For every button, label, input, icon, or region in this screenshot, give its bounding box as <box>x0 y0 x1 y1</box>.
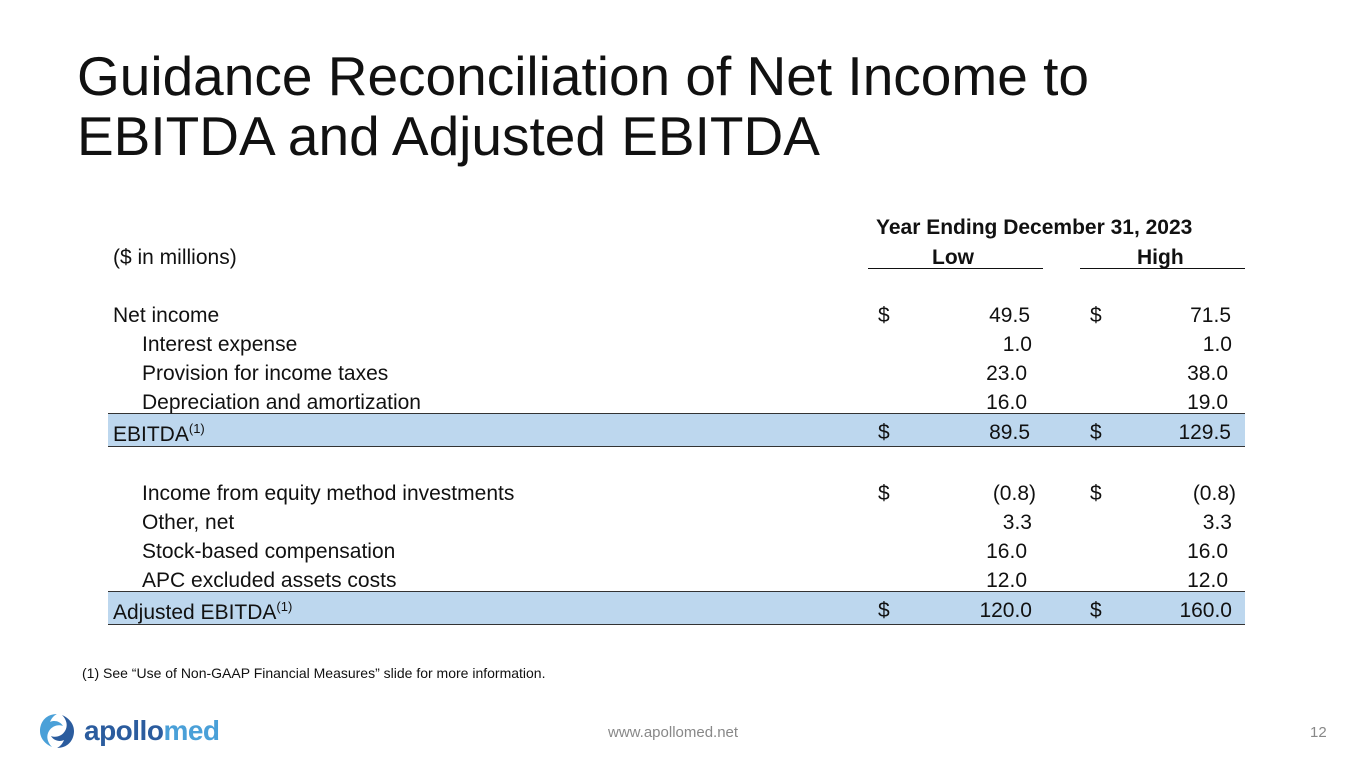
row-value-low: (0.8) <box>992 482 1036 505</box>
units-label: ($ in millions) <box>113 246 237 269</box>
row-value-high: 38.0 <box>1187 362 1228 385</box>
row-label-apc-excluded-assets-costs: APC excluded assets costs <box>142 569 397 592</box>
ebitda-row-highlight <box>108 413 1245 447</box>
row-value-low: 23.0 <box>986 362 1027 385</box>
footnote: (1) See “Use of Non-GAAP Financial Measures” slide for more information. <box>82 665 546 681</box>
row-value-high: 12.0 <box>1187 569 1228 592</box>
row-value-low: 3.3 <box>1002 511 1032 534</box>
row-label-interest-expense: Interest expense <box>142 333 298 356</box>
row-value-high: 129.5 <box>1178 421 1231 444</box>
currency-symbol: $ <box>1090 304 1102 327</box>
row-value-high: 3.3 <box>1202 511 1232 534</box>
logo-wordmark <box>84 715 220 747</box>
row-value-low: 49.5 <box>989 304 1030 327</box>
row-label-stock-based-compensation: Stock-based compensation <box>142 540 396 563</box>
row-label-adjusted-ebitda <box>113 600 292 626</box>
currency-symbol: $ <box>878 421 890 444</box>
row-label-provision-for-income-taxes: Provision for income taxes <box>142 362 389 385</box>
slide-title-line-1: Guidance Reconciliation of Net Income to <box>77 45 1089 107</box>
currency-symbol: $ <box>878 599 890 622</box>
currency-symbol: $ <box>1090 599 1102 622</box>
row-value-high: 1.0 <box>1202 333 1232 356</box>
row-value-low: 16.0 <box>986 540 1027 563</box>
period-header: Year Ending December 31, 2023 <box>876 216 1193 239</box>
row-value-high: 19.0 <box>1187 391 1228 414</box>
apollomed-logo[interactable] <box>38 710 220 752</box>
logo-wordmark-part-1: apollo <box>84 715 164 746</box>
row-label-other-net: Other, net <box>142 511 235 534</box>
footnote-marker: (1) <box>188 421 205 436</box>
row-label-depreciation-and-amortization: Depreciation and amortization <box>142 391 421 414</box>
row-value-low: 120.0 <box>979 599 1032 622</box>
row-label-income-from-equity-method-investments: Income from equity method investments <box>142 482 515 505</box>
col-low-underline <box>868 268 1043 269</box>
slide-title-line-2: EBITDA and Adjusted EBITDA <box>77 105 820 167</box>
col-header-high: High <box>1137 246 1184 269</box>
row-label-net-income: Net income <box>113 304 220 327</box>
row-value-high: 71.5 <box>1190 304 1231 327</box>
row-value-low: 1.0 <box>1002 333 1032 356</box>
col-high-underline <box>1080 268 1245 269</box>
ebitda-label-text: EBITDA <box>113 423 189 446</box>
currency-symbol: $ <box>878 304 890 327</box>
row-value-high: 16.0 <box>1187 540 1228 563</box>
row-value-low: 16.0 <box>986 391 1027 414</box>
row-value-high: (0.8) <box>1192 482 1236 505</box>
currency-symbol: $ <box>1090 482 1102 505</box>
row-label-ebitda <box>113 422 205 448</box>
row-value-high: 160.0 <box>1179 599 1232 622</box>
footnote-marker: (1) <box>276 599 293 614</box>
page-number: 12 <box>1310 724 1327 741</box>
row-value-low: 12.0 <box>986 569 1027 592</box>
apollomed-swirl-icon <box>38 711 76 751</box>
row-value-low: 89.5 <box>989 421 1030 444</box>
website-url[interactable]: www.apollomed.net <box>608 724 739 741</box>
col-header-low: Low <box>932 246 974 269</box>
currency-symbol: $ <box>878 482 890 505</box>
currency-symbol: $ <box>1090 421 1102 444</box>
adjusted-ebitda-label-text: Adjusted EBITDA <box>113 601 277 624</box>
logo-wordmark-part-2: med <box>163 715 220 746</box>
